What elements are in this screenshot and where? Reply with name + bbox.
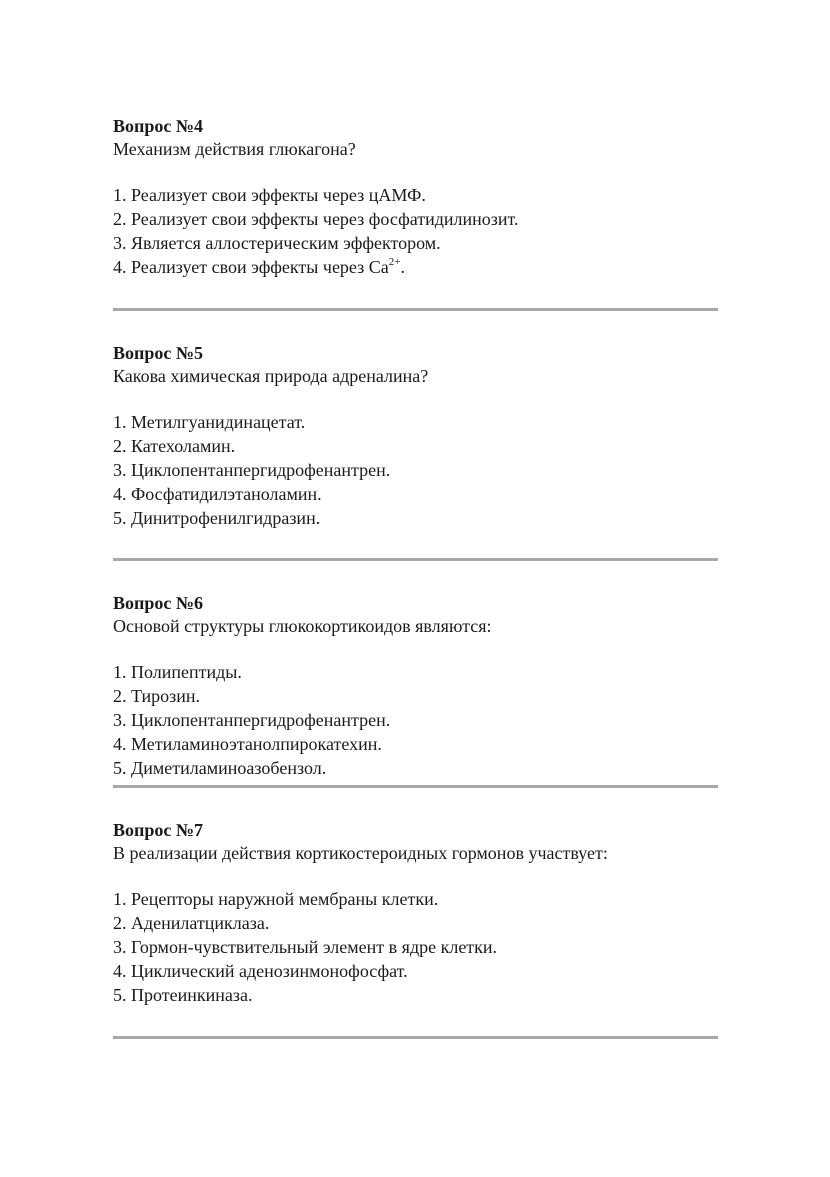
answer-option: 5. Диметиламиноазобензол. <box>113 758 327 778</box>
answer-option: 5. Динитрофенилгидразин. <box>113 508 321 528</box>
answer-option: 1. Метилгуанидинацетат. <box>113 412 306 432</box>
answer-option: 5. Протеинкиназа. <box>113 985 253 1005</box>
answer-list <box>113 183 718 279</box>
answer-list <box>113 660 718 780</box>
question-title: Вопрос №4 <box>113 116 203 136</box>
question-4 <box>113 115 718 279</box>
question-title: Вопрос №7 <box>113 820 203 840</box>
answer-option: 2. Аденилатциклаза. <box>113 913 270 933</box>
answer-option: 1. Реализует свои эффекты через цАМФ. <box>113 185 426 205</box>
answer-option: 1. Рецепторы наружной мембраны клетки. <box>113 889 439 909</box>
question-text: Какова химическая природа адреналина? <box>113 366 429 386</box>
answer-list <box>113 410 718 530</box>
answer-option-tail: . <box>400 257 405 277</box>
question-text: Механизм действия глюкагона? <box>113 139 356 159</box>
section-divider <box>113 308 718 311</box>
answer-option-text: 4. Реализует свои эффекты через Ca <box>113 257 389 277</box>
question-6 <box>113 592 718 780</box>
answer-option: 3. Циклопентанпергидрофенантрен. <box>113 710 391 730</box>
question-text: В реализации действия кортикостероидных гормонов участвует: <box>113 843 608 863</box>
question-7 <box>113 819 718 1007</box>
answer-option <box>113 255 718 279</box>
answer-option: 2. Катехоламин. <box>113 436 236 456</box>
answer-option: 4. Метиламиноэтанолпирокатехин. <box>113 734 382 754</box>
answer-option: 3. Циклопентанпергидрофенантрен. <box>113 460 391 480</box>
answer-option: 2. Реализует свои эффекты через фосфатидилинозит. <box>113 209 519 229</box>
question-title: Вопрос №5 <box>113 343 203 363</box>
answer-list <box>113 887 718 1007</box>
answer-option: 3. Является аллостерическим эффектором. <box>113 233 441 253</box>
question-text: Основой структуры глюкокортикоидов являются: <box>113 616 492 636</box>
answer-option: 4. Циклический аденозинмонофосфат. <box>113 961 408 981</box>
section-divider <box>113 558 718 561</box>
answer-option: 1. Полипептиды. <box>113 662 242 682</box>
answer-option: 4. Фосфатидилэтаноламин. <box>113 484 322 504</box>
answer-option: 3. Гормон-чувствительный элемент в ядре клетки. <box>113 937 498 957</box>
section-divider <box>113 785 718 788</box>
question-5 <box>113 342 718 530</box>
charge-superscript: 2+ <box>388 256 401 268</box>
answer-option: 2. Тирозин. <box>113 686 201 706</box>
section-divider <box>113 1036 718 1039</box>
question-title: Вопрос №6 <box>113 593 203 613</box>
